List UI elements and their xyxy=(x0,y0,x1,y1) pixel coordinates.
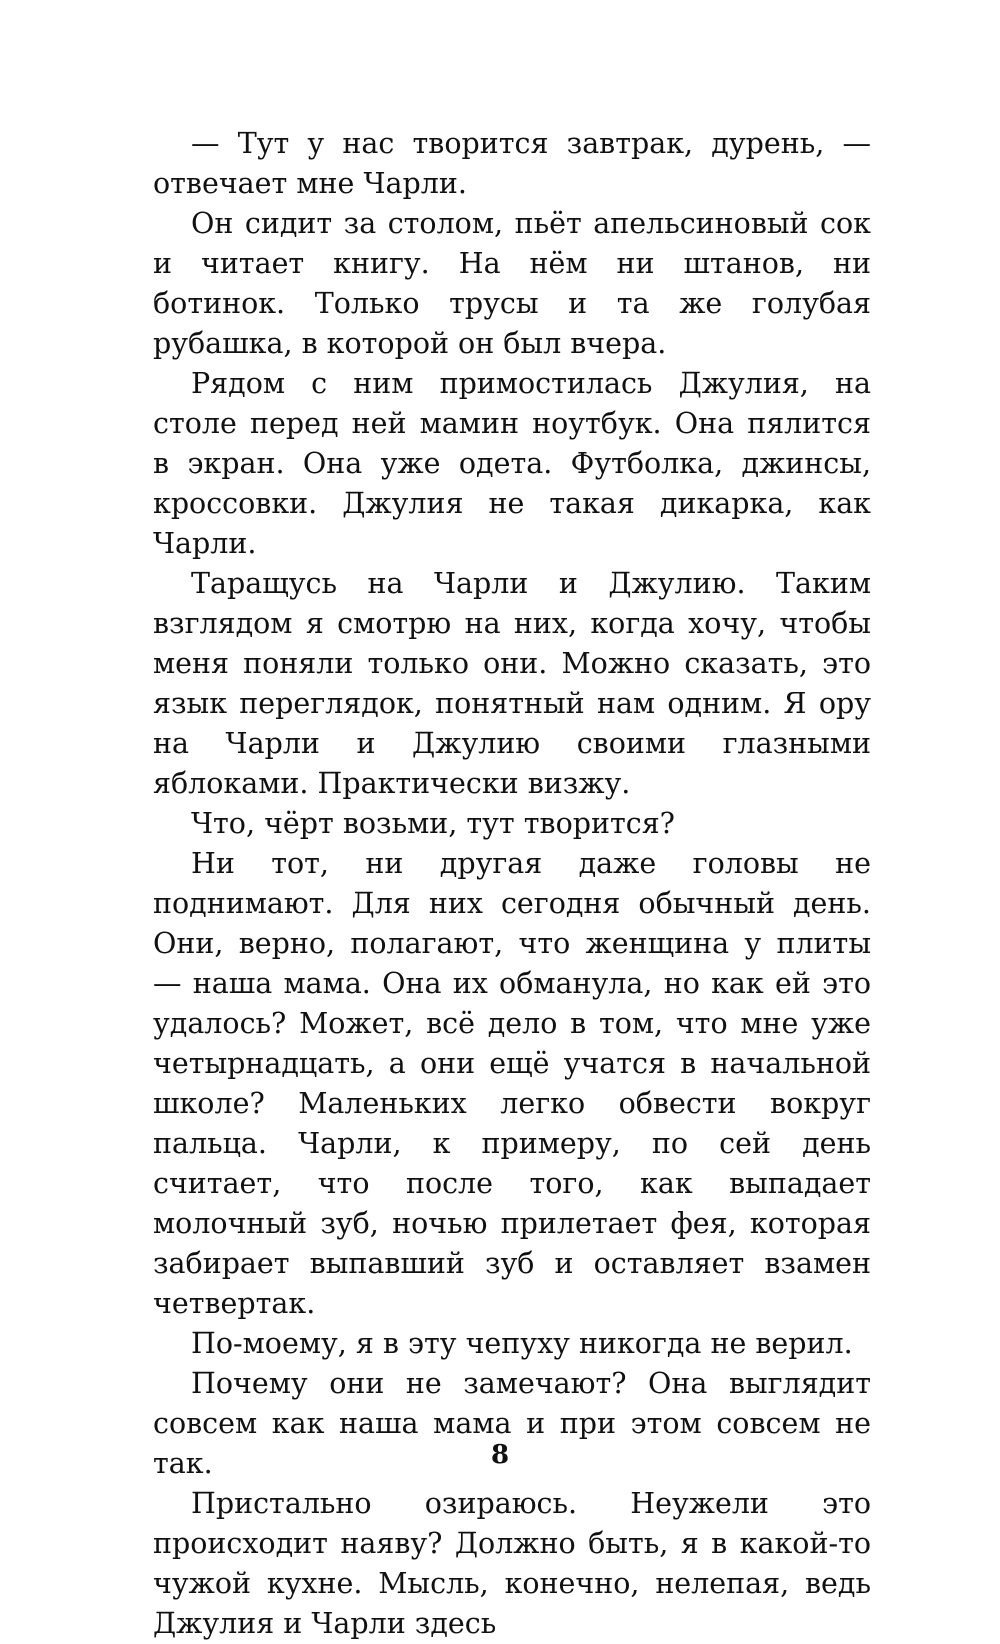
paragraph: Ни тот, ни другая даже головы не поднимают. Для них сегодня обычный день. Они, верно, полагают, что женщина у плиты — наша мама. Она их обманула, но как ей это удалось? Может, всё дело в том, что мне уже четырнадцать, а они ещё учатся в начальной школе? Маленьких легко обвести вокруг пальца. Чарли, к примеру, по сей день считает, что после того, как выпадает молочный зуб, ночью прилетает фея, которая забирает выпавший зуб и оставляет взамен четвертак. xyxy=(153,847,871,1320)
paragraph: По-моему, я в эту чепуху никогда не верил. xyxy=(191,1327,853,1360)
paragraph: Что, чёрт возьми, тут творится? xyxy=(191,807,675,840)
paragraph: — Тут у нас творится завтрак, дурень, — отвечает мне Чарли. xyxy=(153,127,871,200)
paragraph: Почему они не замечают? Она выглядит совсем как наша мама и при этом совсем не так. xyxy=(153,1367,871,1480)
body-text xyxy=(153,124,871,1644)
paragraph: Таращусь на Чарли и Джулию. Таким взглядом я смотрю на них, когда хочу, чтобы меня поняли только они. Можно сказать, это язык переглядок, понятный нам одним. Я ору на Чарли и Джулию своими глазными яблоками. Практически визжу. xyxy=(153,567,871,800)
page-number: 8 xyxy=(490,1440,510,1470)
paragraph: Рядом с ним примостилась Джулия, на столе перед ней мамин ноутбук. Она пялится в экран. Она уже одета. Футболка, джинсы, кроссовки. Джулия не такая дикарка, как Чарли. xyxy=(153,367,871,560)
paragraph: Он сидит за столом, пьёт апельсиновый сок и читает книгу. На нём ни штанов, ни ботинок. Только трусы и та же голубая рубашка, в которой он был вчера. xyxy=(153,207,871,360)
paragraph: Пристально озираюсь. Неужели это происходит наяву? Должно быть, я в какой-то чужой кухне. Мысль, конечно, нелепая, ведь Джулия и Чарли здесь xyxy=(153,1487,871,1640)
